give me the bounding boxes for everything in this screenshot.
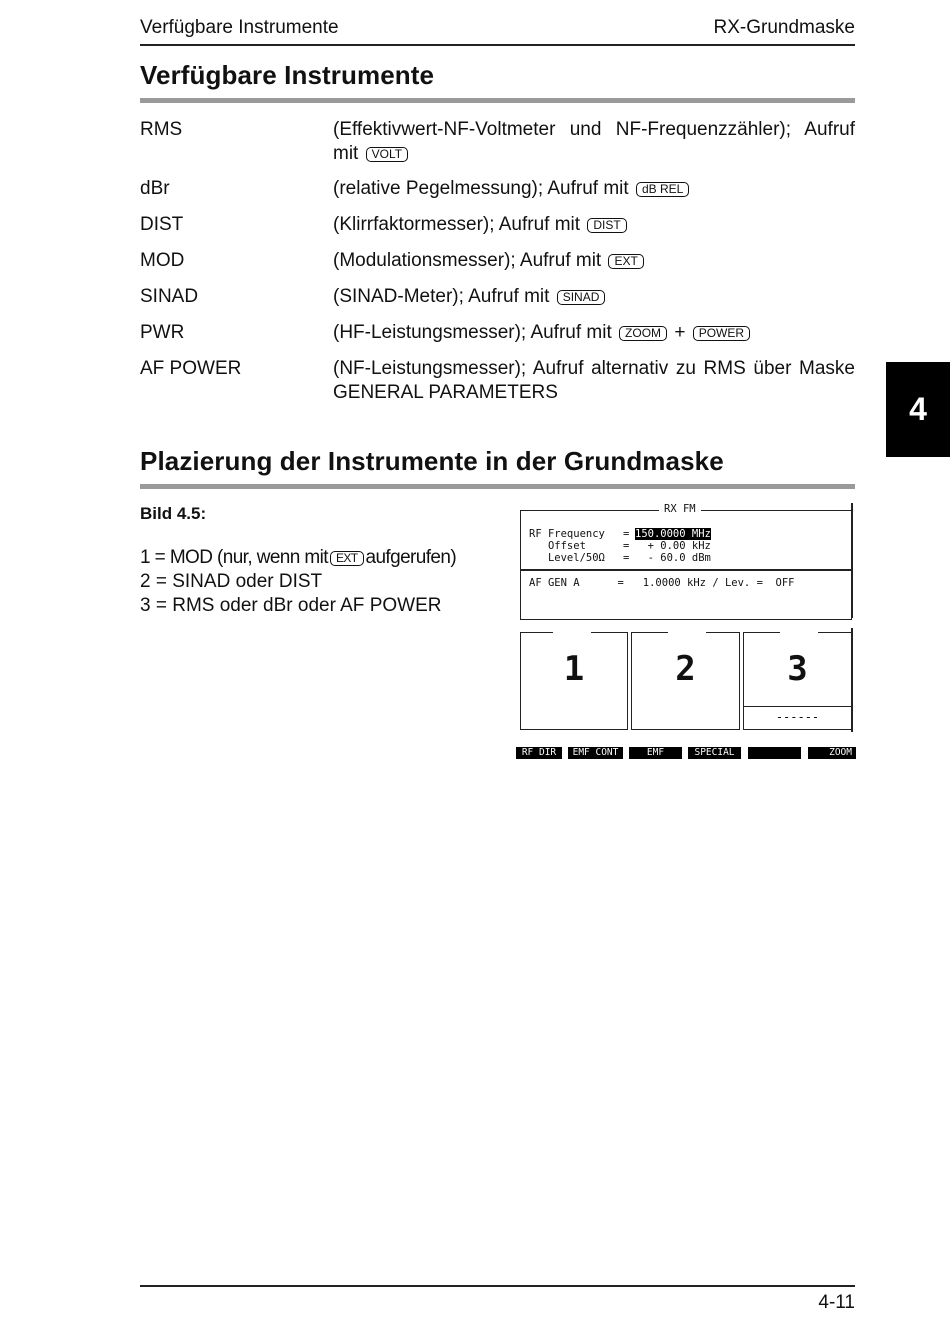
instrument-description: (relative Pegelmessung); Aufruf mit dB REL xyxy=(333,177,855,201)
list-item-sinad xyxy=(140,285,855,309)
instrument-term: dBr xyxy=(140,178,170,199)
instrument-term: MOD xyxy=(140,250,185,271)
offset-eq: = xyxy=(623,540,630,552)
screen-rf-panel xyxy=(520,503,852,570)
instrument-term: RMS xyxy=(140,119,183,140)
meter-label-3: 3 xyxy=(787,649,808,689)
header-mask-title: RX-Grundmaske xyxy=(713,17,855,38)
list-item-dist xyxy=(140,213,855,237)
instrument-description: (SINAD-Meter); Aufruf mit SINAD xyxy=(333,285,855,309)
key-power: POWER xyxy=(693,326,750,341)
key-sinad: SINAD xyxy=(557,290,606,305)
meter-label-1: 1 xyxy=(563,649,585,689)
af-gen-line: AF GEN A = 1.0000 kHz / Lev. = OFF xyxy=(529,577,795,589)
instrument-description: (NF-Leistungsmesser); Aufruf alternativ zu RMS über Maske GENERAL PARAMETERS xyxy=(333,358,855,403)
chapter-tab: 4 xyxy=(886,362,950,457)
list-item-af-power xyxy=(140,357,855,405)
key-db-rel: dB REL xyxy=(636,182,689,197)
key-dist: DIST xyxy=(587,218,626,233)
legend-line-3: 3 = RMS oder dBr oder AF POWER xyxy=(140,595,442,616)
legend-line-2: 2 = SINAD oder DIST xyxy=(140,571,323,592)
instrument-description: (HF-Leistungsmesser); Aufruf mit ZOOM + POWER xyxy=(333,321,855,345)
header-chapter-title: Verfügbare Instrumente xyxy=(140,17,339,38)
key-volt: VOLT xyxy=(366,147,408,162)
screen-title: RX FM xyxy=(659,502,701,516)
rf-frequency-label: RF Frequency xyxy=(529,528,605,540)
softkey-emf[interactable]: EMF xyxy=(629,747,682,759)
instrument-term: SINAD xyxy=(140,286,199,307)
instrument-list xyxy=(140,118,855,405)
level-eq: = xyxy=(623,552,630,564)
rf-frequency-eq: = xyxy=(623,528,630,540)
key-zoom: ZOOM xyxy=(619,326,667,341)
softkey-zoom[interactable]: ZOOM xyxy=(808,747,856,759)
level-value: - 60.0 dBm xyxy=(635,552,711,564)
instrument-term: DIST xyxy=(140,214,184,235)
page-number: 4-11 xyxy=(818,1292,855,1313)
figure-caption: Bild 4.5: xyxy=(140,504,207,523)
list-item-dbr xyxy=(140,177,855,201)
instrument-term: PWR xyxy=(140,322,185,343)
key-ext: EXT xyxy=(330,551,364,566)
instrument-screen-figure xyxy=(516,500,856,762)
legend-line-1: 1 = MOD (nur, wenn mit EXT aufgerufen) xyxy=(140,547,457,568)
key-ext: EXT xyxy=(608,254,643,269)
instrument-term: AF POWER xyxy=(140,358,242,379)
instrument-description: (Effektivwert-NF-Voltmeter und NF-Frequenzzähler); Aufruf mit VOLT xyxy=(333,119,855,164)
meter-label-2: 2 xyxy=(675,649,696,689)
softkey-bar xyxy=(516,747,856,759)
section-title-placement: Plazierung der Instrumente in der Grundmaske xyxy=(140,446,855,489)
softkey-rf-dir[interactable]: RF DIR xyxy=(516,747,562,759)
section-title-available-instruments: Verfügbare Instrumente xyxy=(140,60,855,103)
footer-rule xyxy=(140,1285,855,1287)
list-item-rms xyxy=(140,118,855,166)
offset-value: + 0.00 kHz xyxy=(635,540,711,552)
list-item-mod xyxy=(140,249,855,273)
meter-slot-3 xyxy=(743,632,852,730)
meter-slot-2 xyxy=(631,632,740,730)
offset-label: Offset xyxy=(529,540,586,552)
softkey-emf-cont[interactable]: EMF CONT xyxy=(568,747,623,759)
instrument-description: (Klirrfaktormesser); Aufruf mit DIST xyxy=(333,213,855,237)
meter-slot-1 xyxy=(520,632,628,730)
screen-right-edge-lower xyxy=(851,628,853,732)
running-header xyxy=(140,16,855,46)
rf-frequency-value: 150.0000 MHz xyxy=(635,528,711,540)
softkey-special[interactable]: SPECIAL xyxy=(688,747,741,759)
screen-af-gen-panel xyxy=(520,570,852,620)
softkey-blank[interactable] xyxy=(748,747,801,759)
meter-3-readout: ------ xyxy=(744,706,851,729)
figure-legend xyxy=(140,546,456,618)
instrument-description: (Modulationsmesser); Aufruf mit EXT xyxy=(333,249,855,273)
level-label: Level/50Ω xyxy=(529,552,605,564)
list-item-pwr xyxy=(140,321,855,345)
